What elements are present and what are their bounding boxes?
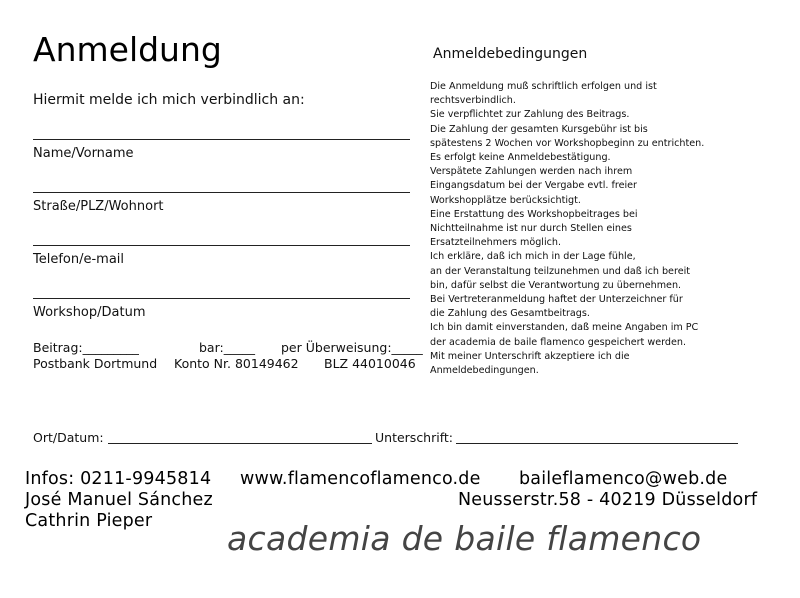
bank-name: Postbank Dortmund [33, 356, 158, 371]
conditions-line: an der Veranstaltung teilzunehmen und daß ich bereit [430, 265, 691, 277]
address-field-label: Straße/PLZ/Wohnort [33, 199, 164, 214]
person-name-1: José Manuel Sánchez [25, 490, 213, 510]
conditions-line: Workshopplätze berücksichtigt. [430, 194, 581, 206]
conditions-text [430, 80, 770, 378]
name-field-label: Name/Vorname [33, 146, 134, 161]
conditions-line: Es erfolgt keine Anmeldebestätigung. [430, 152, 611, 164]
conditions-line: die Zahlung des Gesamtbeitrags. [430, 308, 590, 320]
form-intro: Hiermit melde ich mich verbindlich an: [33, 92, 305, 108]
conditions-line: Mit meiner Unterschrift akzeptiere ich die [430, 350, 630, 362]
conditions-line: Verspätete Zahlungen werden nach ihrem [430, 166, 633, 178]
conditions-line: Eingangsdatum bei der Vergabe evtl. freier [430, 180, 637, 192]
place-date-input-line[interactable] [108, 443, 372, 444]
workshop-field-label: Workshop/Datum [33, 305, 146, 320]
conditions-line: der academia de baile flamenco gespeichert werden. [430, 336, 686, 348]
conditions-line: Anmeldebedingungen. [430, 365, 539, 377]
website-link[interactable]: www.flamencoflamenco.de [240, 469, 481, 489]
conditions-title: Anmeldebedingungen [433, 46, 588, 62]
amount-field[interactable]: Beitrag:_________ [33, 340, 139, 355]
contact-field-label: Telefon/e-mail [33, 252, 125, 267]
conditions-line: Eine Erstattung des Workshopbeitrages bei [430, 208, 638, 220]
transfer-field[interactable]: per Überweisung:_____ [281, 340, 423, 355]
conditions-line: rechtsverbindlich. [430, 95, 516, 107]
bank-code: BLZ 44010046 [324, 356, 416, 371]
person-name-2: Cathrin Pieper [25, 511, 153, 531]
workshop-input-line[interactable] [33, 298, 410, 299]
brand-wordmark: academia de baile flamenco [227, 519, 702, 558]
conditions-line: Die Zahlung der gesamten Kursgebühr ist bis [430, 123, 648, 135]
address-input-line[interactable] [33, 192, 410, 193]
conditions-line: Bei Vertreteranmeldung haftet der Unterzeichner für [430, 294, 683, 306]
conditions-line: Sie verpflichtet zur Zahlung des Beitrags. [430, 109, 630, 121]
contact-input-line[interactable] [33, 245, 410, 246]
email-link[interactable]: baileflamenco@web.de [519, 469, 728, 489]
name-input-line[interactable] [33, 139, 410, 140]
cash-field[interactable]: bar:_____ [199, 340, 255, 355]
conditions-line: Die Anmeldung muß schriftlich erfolgen und ist [430, 81, 657, 92]
conditions-line: Ich bin damit einverstanden, daß meine Angaben im PC [430, 322, 699, 334]
school-address: Neusserstr.58 - 40219 Düsseldorf [458, 490, 758, 510]
account-number: Konto Nr. 80149462 [174, 356, 299, 371]
conditions-line: spätestens 2 Wochen vor Workshopbeginn zu entrichten. [430, 137, 705, 149]
conditions-line: Ich erkläre, daß ich mich in der Lage fühle, [430, 251, 636, 263]
signature-label: Unterschrift: [375, 430, 454, 445]
phone-info: Infos: 0211-9945814 [25, 469, 212, 489]
conditions-line: Nichtteilnahme ist nur durch Stellen eines [430, 223, 632, 235]
form-title: Anmeldung [33, 30, 222, 69]
place-date-label: Ort/Datum: [33, 430, 104, 445]
conditions-line: Ersatzteilnehmers möglich. [430, 237, 562, 249]
signature-input-line[interactable] [456, 443, 738, 444]
conditions-line: bin, dafür selbst die Verantwortung zu übernehmen. [430, 279, 682, 291]
